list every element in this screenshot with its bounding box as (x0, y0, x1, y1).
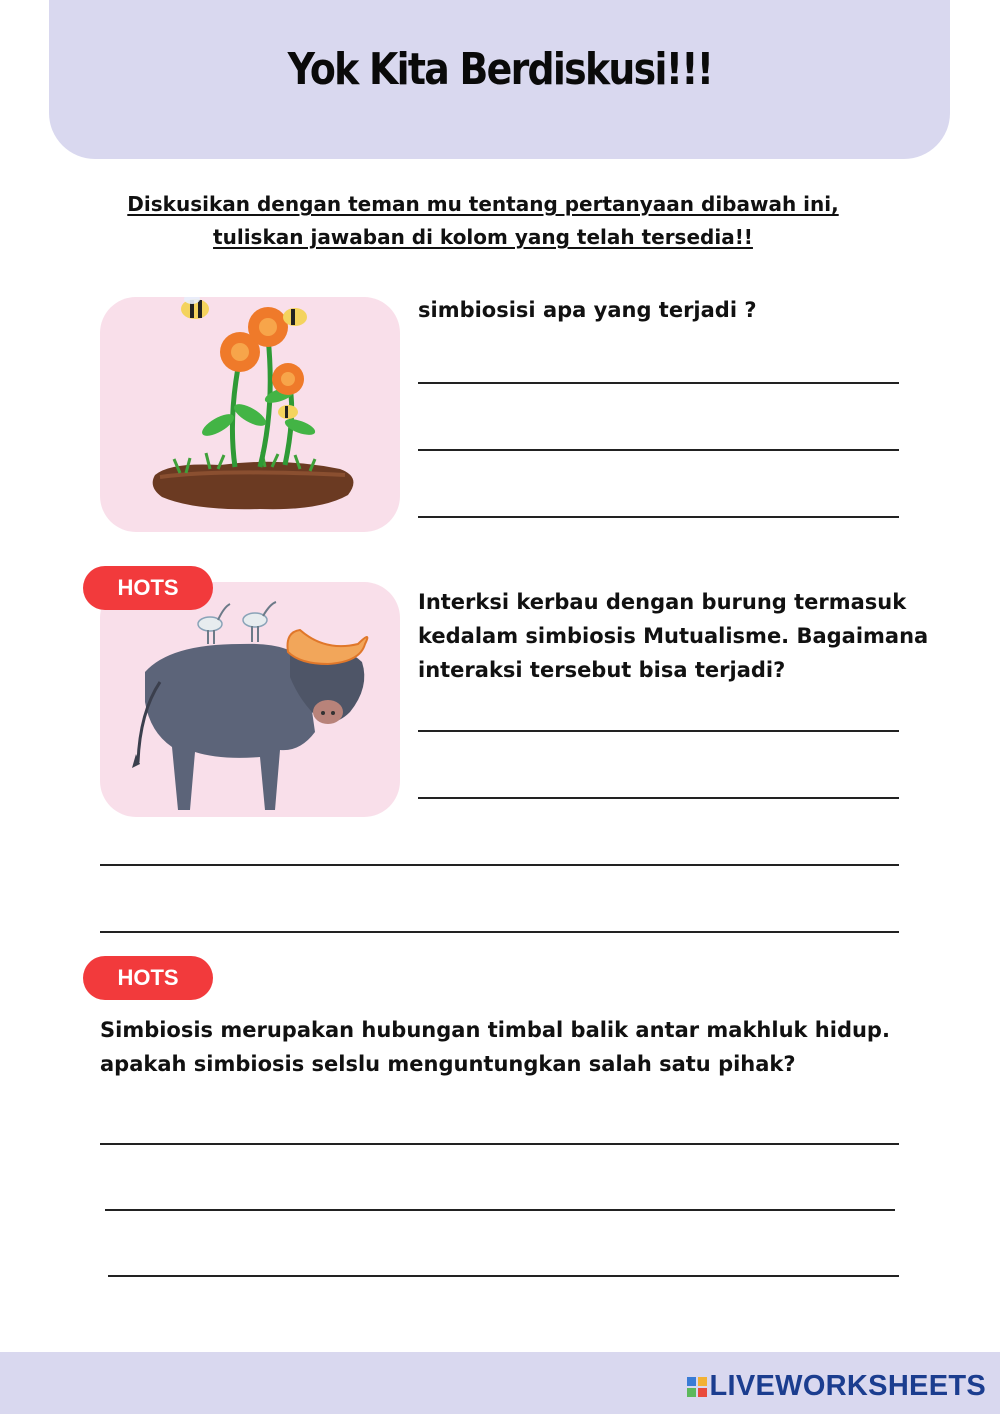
answer-line-2d[interactable] (100, 931, 899, 933)
instruction-line-1: Diskusikan dengan teman mu tentang pertanyaan dibawah ini, (127, 192, 839, 216)
instruction-line-2: tuliskan jawaban di kolom yang telah tersedia!! (213, 225, 753, 249)
liveworksheets-logo[interactable] (687, 1370, 987, 1403)
page-title: Yok Kita Berdiskusi!!! (287, 44, 713, 95)
buffalo-with-birds-illustration (100, 582, 400, 817)
question-3-line-2: apakah simbiosis selslu menguntungkan salah satu pihak? (100, 1052, 796, 1076)
answer-line-2c[interactable] (100, 864, 899, 866)
answer-line-3a[interactable] (100, 1143, 899, 1145)
answer-line-3c[interactable] (108, 1275, 899, 1277)
answer-line-2b[interactable] (418, 797, 899, 799)
logo-grid-icon (687, 1377, 707, 1397)
logo-text: LIVEWORKSHEETS (709, 1370, 986, 1402)
question-3-line-1: Simbiosis merupakan hubungan timbal balik antar makhluk hidup. (100, 1018, 890, 1042)
question-2-line-2: kedalam simbiosis Mutualisme. Bagaimana (418, 624, 929, 648)
flowers-with-bees-illustration (100, 297, 400, 532)
answer-line-2a[interactable] (418, 730, 899, 732)
question-2-line-3: interaksi tersebut bisa terjadi? (418, 658, 786, 682)
hots-badge-2: HOTS (83, 956, 213, 1000)
question-1-text: simbiosisi apa yang terjadi ? (418, 298, 757, 322)
hots-badge-1: HOTS (83, 566, 213, 610)
answer-line-1c[interactable] (418, 516, 899, 518)
flower-bee-image (100, 297, 400, 532)
answer-line-3b[interactable] (105, 1209, 895, 1211)
answer-line-1b[interactable] (418, 449, 899, 451)
question-2-line-1: Interksi kerbau dengan burung termasuk (418, 590, 907, 614)
answer-line-1a[interactable] (418, 382, 899, 384)
buffalo-bird-image (100, 582, 400, 817)
